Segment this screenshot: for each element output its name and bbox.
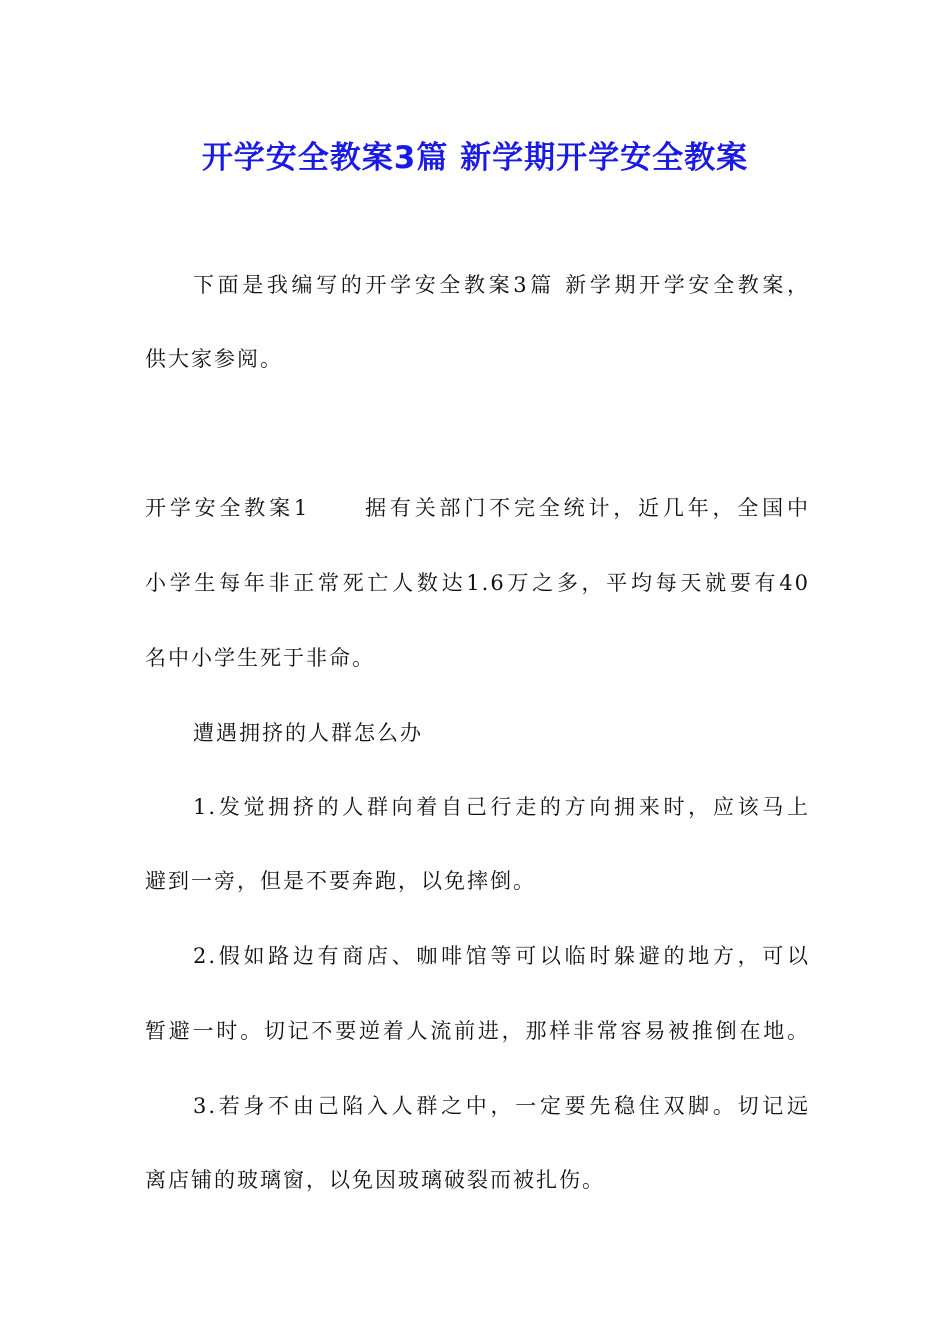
section-1-line-1-text: 据有关部门不完全统计，近几年，全国中 [363, 496, 810, 520]
item-2-line-2: 暂避一时。切记不要逆着人流前进，那样非常容易被推倒在地。 [145, 1019, 810, 1043]
item-3-line-2: 离店铺的玻璃窗，以免因玻璃破裂而被扎伤。 [145, 1168, 605, 1192]
item-1-line-2: 避到一旁，但是不要奔跑，以免摔倒。 [145, 869, 536, 893]
section-1-line-3: 名中小学生死于非命。 [145, 646, 375, 670]
item-2-line-1: 2.假如路边有商店、咖啡馆等可以临时躲避的地方，可以 [193, 944, 810, 968]
section-1-line-1 [145, 493, 810, 523]
intro-line-2: 供大家参阅。 [145, 347, 283, 371]
item-1-line-1: 1.发觉拥挤的人群向着自己行走的方向拥来时，应该马上 [193, 795, 810, 819]
section-1-heading: 开学安全教案1 [145, 496, 310, 520]
item-3-line-1: 3.若身不由己陷入人群之中，一定要先稳住双脚。切记远 [193, 1094, 810, 1118]
intro-line-1: 下面是我编写的开学安全教案3篇 新学期开学安全教案， [193, 273, 810, 297]
subheading: 遭遇拥挤的人群怎么办 [193, 721, 423, 745]
section-1-line-2: 小学生每年非正常死亡人数达1.6万之多，平均每天就要有40 [145, 571, 810, 595]
document-title: 开学安全教案3篇 新学期开学安全教案 [201, 140, 749, 176]
